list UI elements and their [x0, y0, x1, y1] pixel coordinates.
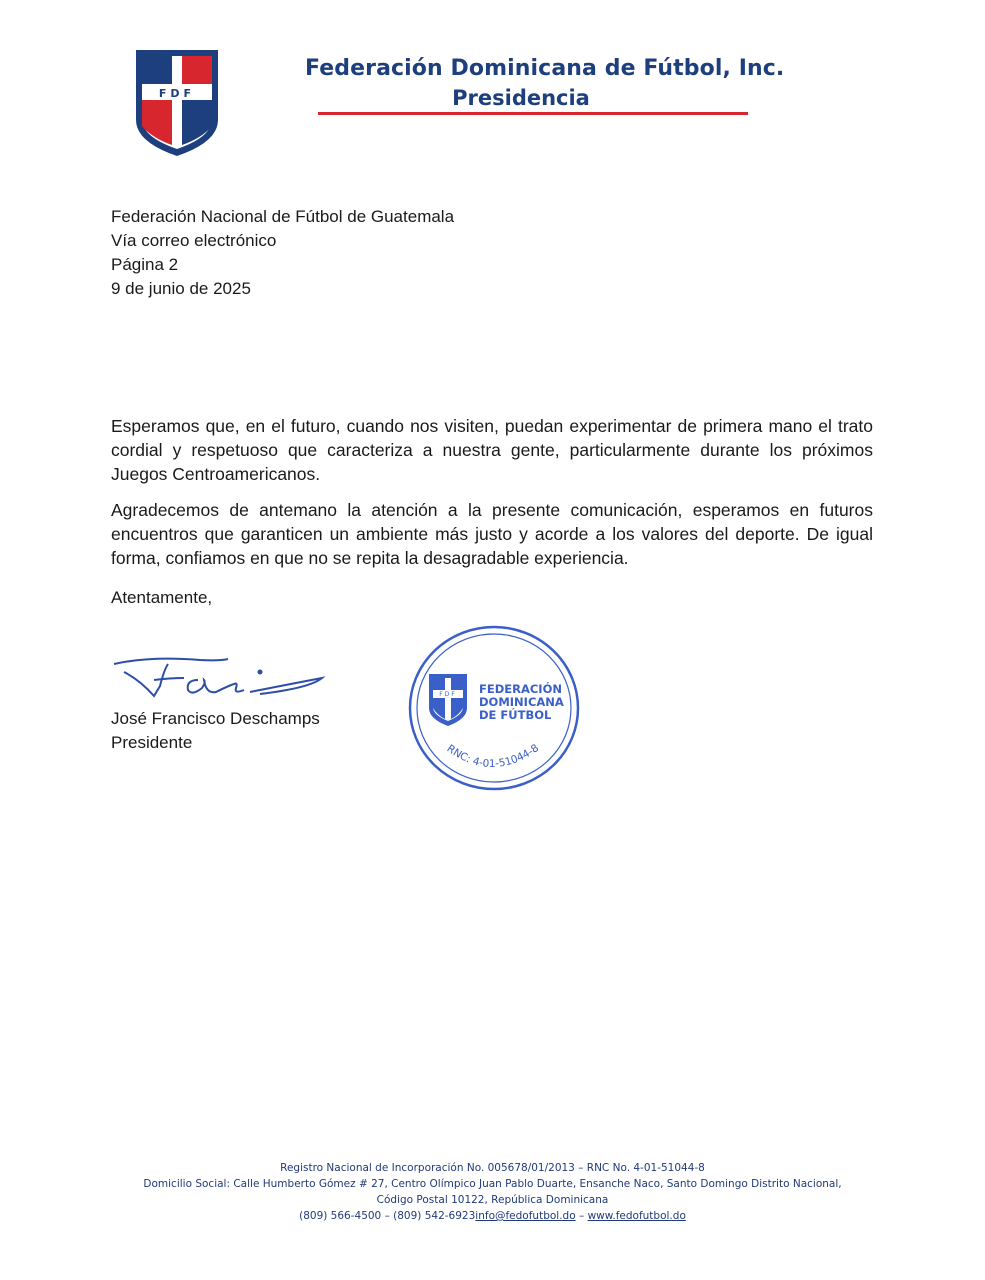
svg-text:FEDERACIÓN: FEDERACIÓN: [479, 682, 562, 696]
fdf-logo: [132, 46, 222, 160]
body-paragraph-2: Agradecemos de antemano la atención a la presente comunicación, esperamos en futuros encuentros que garanticen un ambiente más justo y acorde a los valores del deporte. De igual forma, confiamos en que no se repita la desagradable experiencia.: [111, 500, 873, 568]
signature: [110, 650, 330, 710]
footer-postal: Código Postal 10122, República Dominicana: [376, 1194, 609, 1206]
closing: Atentamente,: [111, 588, 213, 607]
department-name: Presidencia: [452, 86, 590, 110]
header-rule: [318, 112, 748, 115]
official-stamp: [405, 622, 583, 794]
page-number: Página 2: [111, 255, 179, 274]
footer-separator: –: [575, 1210, 588, 1222]
recipient-name: Federación Nacional de Fútbol de Guatemala: [111, 207, 455, 226]
delivery-method: Vía correo electrónico: [111, 231, 277, 250]
organization-name: Federación Dominicana de Fútbol, Inc.: [305, 56, 785, 81]
letter-date: 9 de junio de 2025: [111, 279, 251, 298]
footer-registration: Registro Nacional de Incorporación No. 005678/01/2013 – RNC No. 4-01-51044-8: [280, 1162, 705, 1174]
footer: [90, 1160, 895, 1224]
body-paragraph-1: Esperamos que, en el futuro, cuando nos visiten, puedan experimentar de primera mano el trato cordial y respetuoso que caracteriza a nuestra gente, particularmente durante los próximos Juegos Centroamericanos.: [111, 416, 873, 484]
svg-text:RNC: 4-01-51044-8: RNC: 4-01-51044-8: [444, 742, 542, 771]
svg-text:DE FÚTBOL: DE FÚTBOL: [479, 708, 552, 722]
signer-title: Presidente: [111, 733, 193, 752]
signer-name: José Francisco Deschamps: [111, 709, 320, 728]
footer-phones: (809) 566-4500 – (809) 542-6923: [299, 1210, 476, 1222]
svg-text:FDF: FDF: [439, 691, 457, 698]
svg-text:DOMINICANA: DOMINICANA: [479, 695, 564, 709]
footer-contact: [90, 1208, 895, 1224]
footer-email-link[interactable]: info@fedofutbol.do: [475, 1210, 576, 1222]
signer-block: [111, 707, 320, 755]
footer-address: Domicilio Social: Calle Humberto Gómez # 27, Centro Olímpico Juan Pablo Duarte, Ensanche Naco, Santo Domingo Distrito Nacional,: [143, 1178, 842, 1190]
footer-website-link[interactable]: www.fedofutbol.do: [587, 1210, 686, 1222]
letter-body: [111, 414, 873, 582]
recipient-block: [111, 205, 454, 301]
svg-text:FDF: FDF: [158, 87, 196, 100]
